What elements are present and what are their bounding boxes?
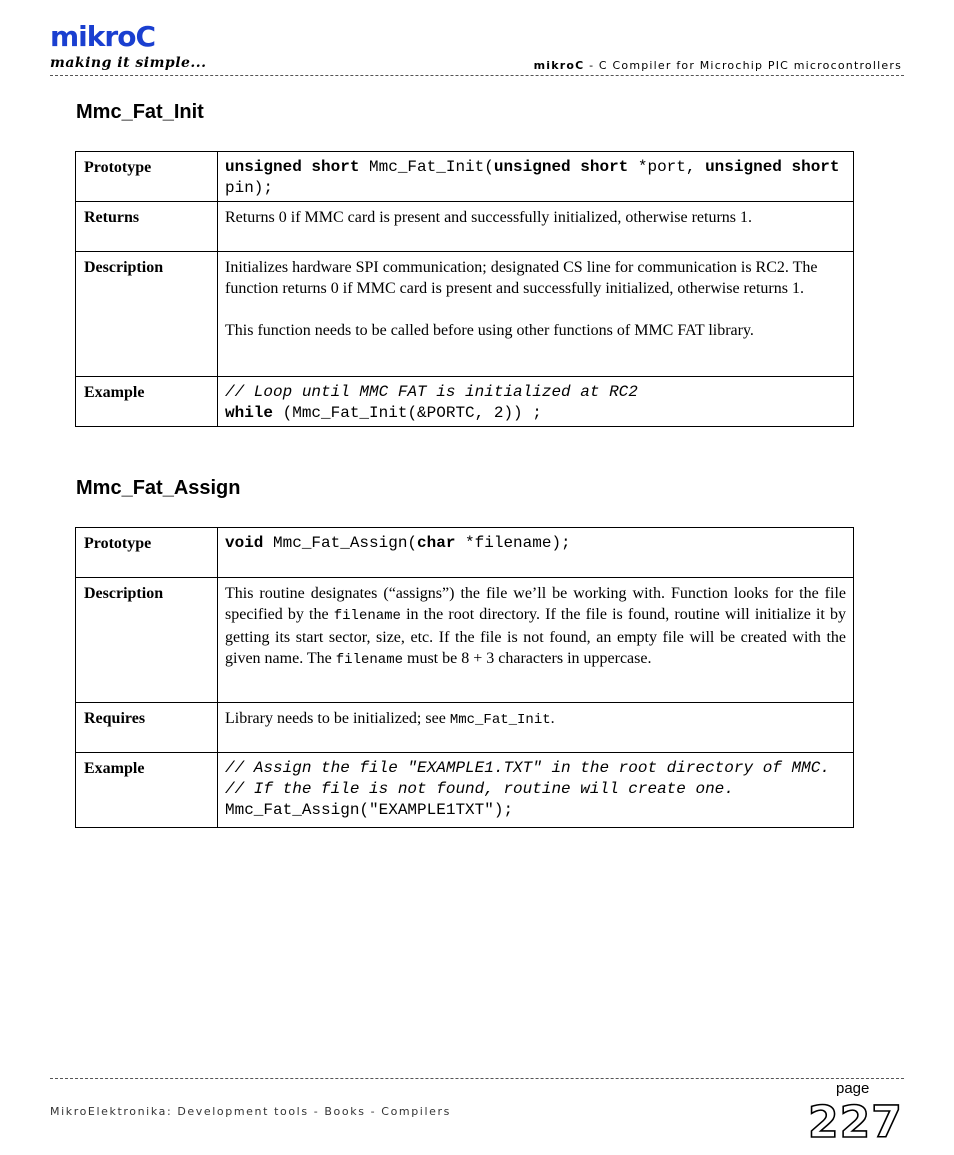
row-label: Description — [76, 578, 218, 703]
table-row — [76, 578, 854, 703]
description-text — [218, 578, 854, 703]
description-fragment: must be 8 + 3 characters in uppercase. — [403, 650, 652, 667]
header-title — [534, 59, 902, 72]
inline-code: filename — [333, 608, 401, 624]
code-keyword: char — [417, 534, 456, 552]
row-label: Returns — [76, 202, 218, 252]
code-keyword: unsigned short — [493, 158, 629, 176]
code-keyword: unsigned short — [705, 158, 840, 176]
code-text: Mmc_Fat_Assign( — [263, 534, 418, 552]
section-heading-mmc-fat-assign: Mmc_Fat_Assign — [76, 477, 241, 499]
inline-code: Mmc_Fat_Init — [449, 712, 551, 728]
code-text: pin); — [225, 179, 274, 197]
requires-fragment: Library needs to be initialized; see — [225, 710, 450, 727]
table-row — [76, 202, 854, 252]
footer-publisher: MikroElektronika: Development tools - Books - Compilers — [50, 1105, 451, 1118]
requires-fragment: . — [550, 710, 555, 727]
description-paragraph: This function needs to be called before using other functions of MMC FAT library. — [225, 322, 754, 339]
prototype-code — [218, 152, 854, 202]
table-row — [76, 703, 854, 753]
description-paragraph: Initializes hardware SPI communication; designated CS line for communication is RC2. The function returns 0 if MMC card is present and successfully initialized, otherwise returns 1. — [225, 259, 818, 297]
header-title-rest: - C Compiler for Microchip PIC microcontrollers — [584, 59, 902, 72]
row-label: Prototype — [76, 152, 218, 202]
page-number: 227 — [808, 1097, 903, 1148]
code-text: Mmc_Fat_Init( — [359, 158, 494, 176]
code-comment: // If the file is not found, routine will create one. — [225, 780, 734, 798]
page-label: page — [836, 1080, 870, 1097]
code-comment: // Loop until MMC FAT is initialized at RC2 — [225, 383, 638, 401]
code-line: Mmc_Fat_Assign("EXAMPLE1TXT"); — [225, 801, 514, 819]
description-fragment: This routine designates (“assigns”) the file we’ll be working with. Function looks for the file specified by the — [225, 585, 846, 623]
code-text: (Mmc_Fat_Init(&PORTC, 2)) ; — [273, 404, 542, 422]
mmc-fat-init-table — [75, 151, 854, 427]
example-code — [218, 753, 854, 828]
code-keyword: while — [225, 404, 274, 422]
code-text: *port, — [628, 158, 706, 176]
example-code — [218, 377, 854, 427]
table-row — [76, 377, 854, 427]
footer-rule — [50, 1078, 904, 1079]
code-text: *filename); — [455, 534, 571, 552]
table-row — [76, 152, 854, 202]
inline-code: filename — [335, 652, 403, 668]
table-row — [76, 528, 854, 578]
mmc-fat-assign-table — [75, 527, 854, 828]
requires-text — [218, 703, 854, 753]
header-title-brand: mikroC — [533, 59, 585, 72]
code-comment: // Assign the file "EXAMPLE1.TXT" in the root directory of MMC. — [225, 759, 830, 777]
header-rule — [50, 75, 904, 76]
row-label: Prototype — [76, 528, 218, 578]
row-label: Example — [76, 753, 218, 828]
description-fragment: in the root directory. If the file is found, routine will initialize it by getting its start sector, size, etc. If the file is not found, an empty file will be created with the given name. The — [225, 606, 847, 667]
row-label: Example — [76, 377, 218, 427]
code-keyword: void — [225, 534, 264, 552]
prototype-code — [218, 528, 854, 578]
table-row — [76, 252, 854, 377]
section-heading-mmc-fat-init: Mmc_Fat_Init — [76, 101, 204, 123]
returns-text: Returns 0 if MMC card is present and successfully initialized, otherwise returns 1. — [218, 202, 854, 252]
code-keyword: unsigned short — [225, 158, 360, 176]
code-line — [225, 403, 846, 424]
mikroc-logo: mikroC — [50, 20, 155, 53]
row-label: Requires — [76, 703, 218, 753]
tagline: making it simple... — [50, 55, 207, 71]
description-text — [218, 252, 854, 377]
table-row — [76, 753, 854, 828]
row-label: Description — [76, 252, 218, 377]
